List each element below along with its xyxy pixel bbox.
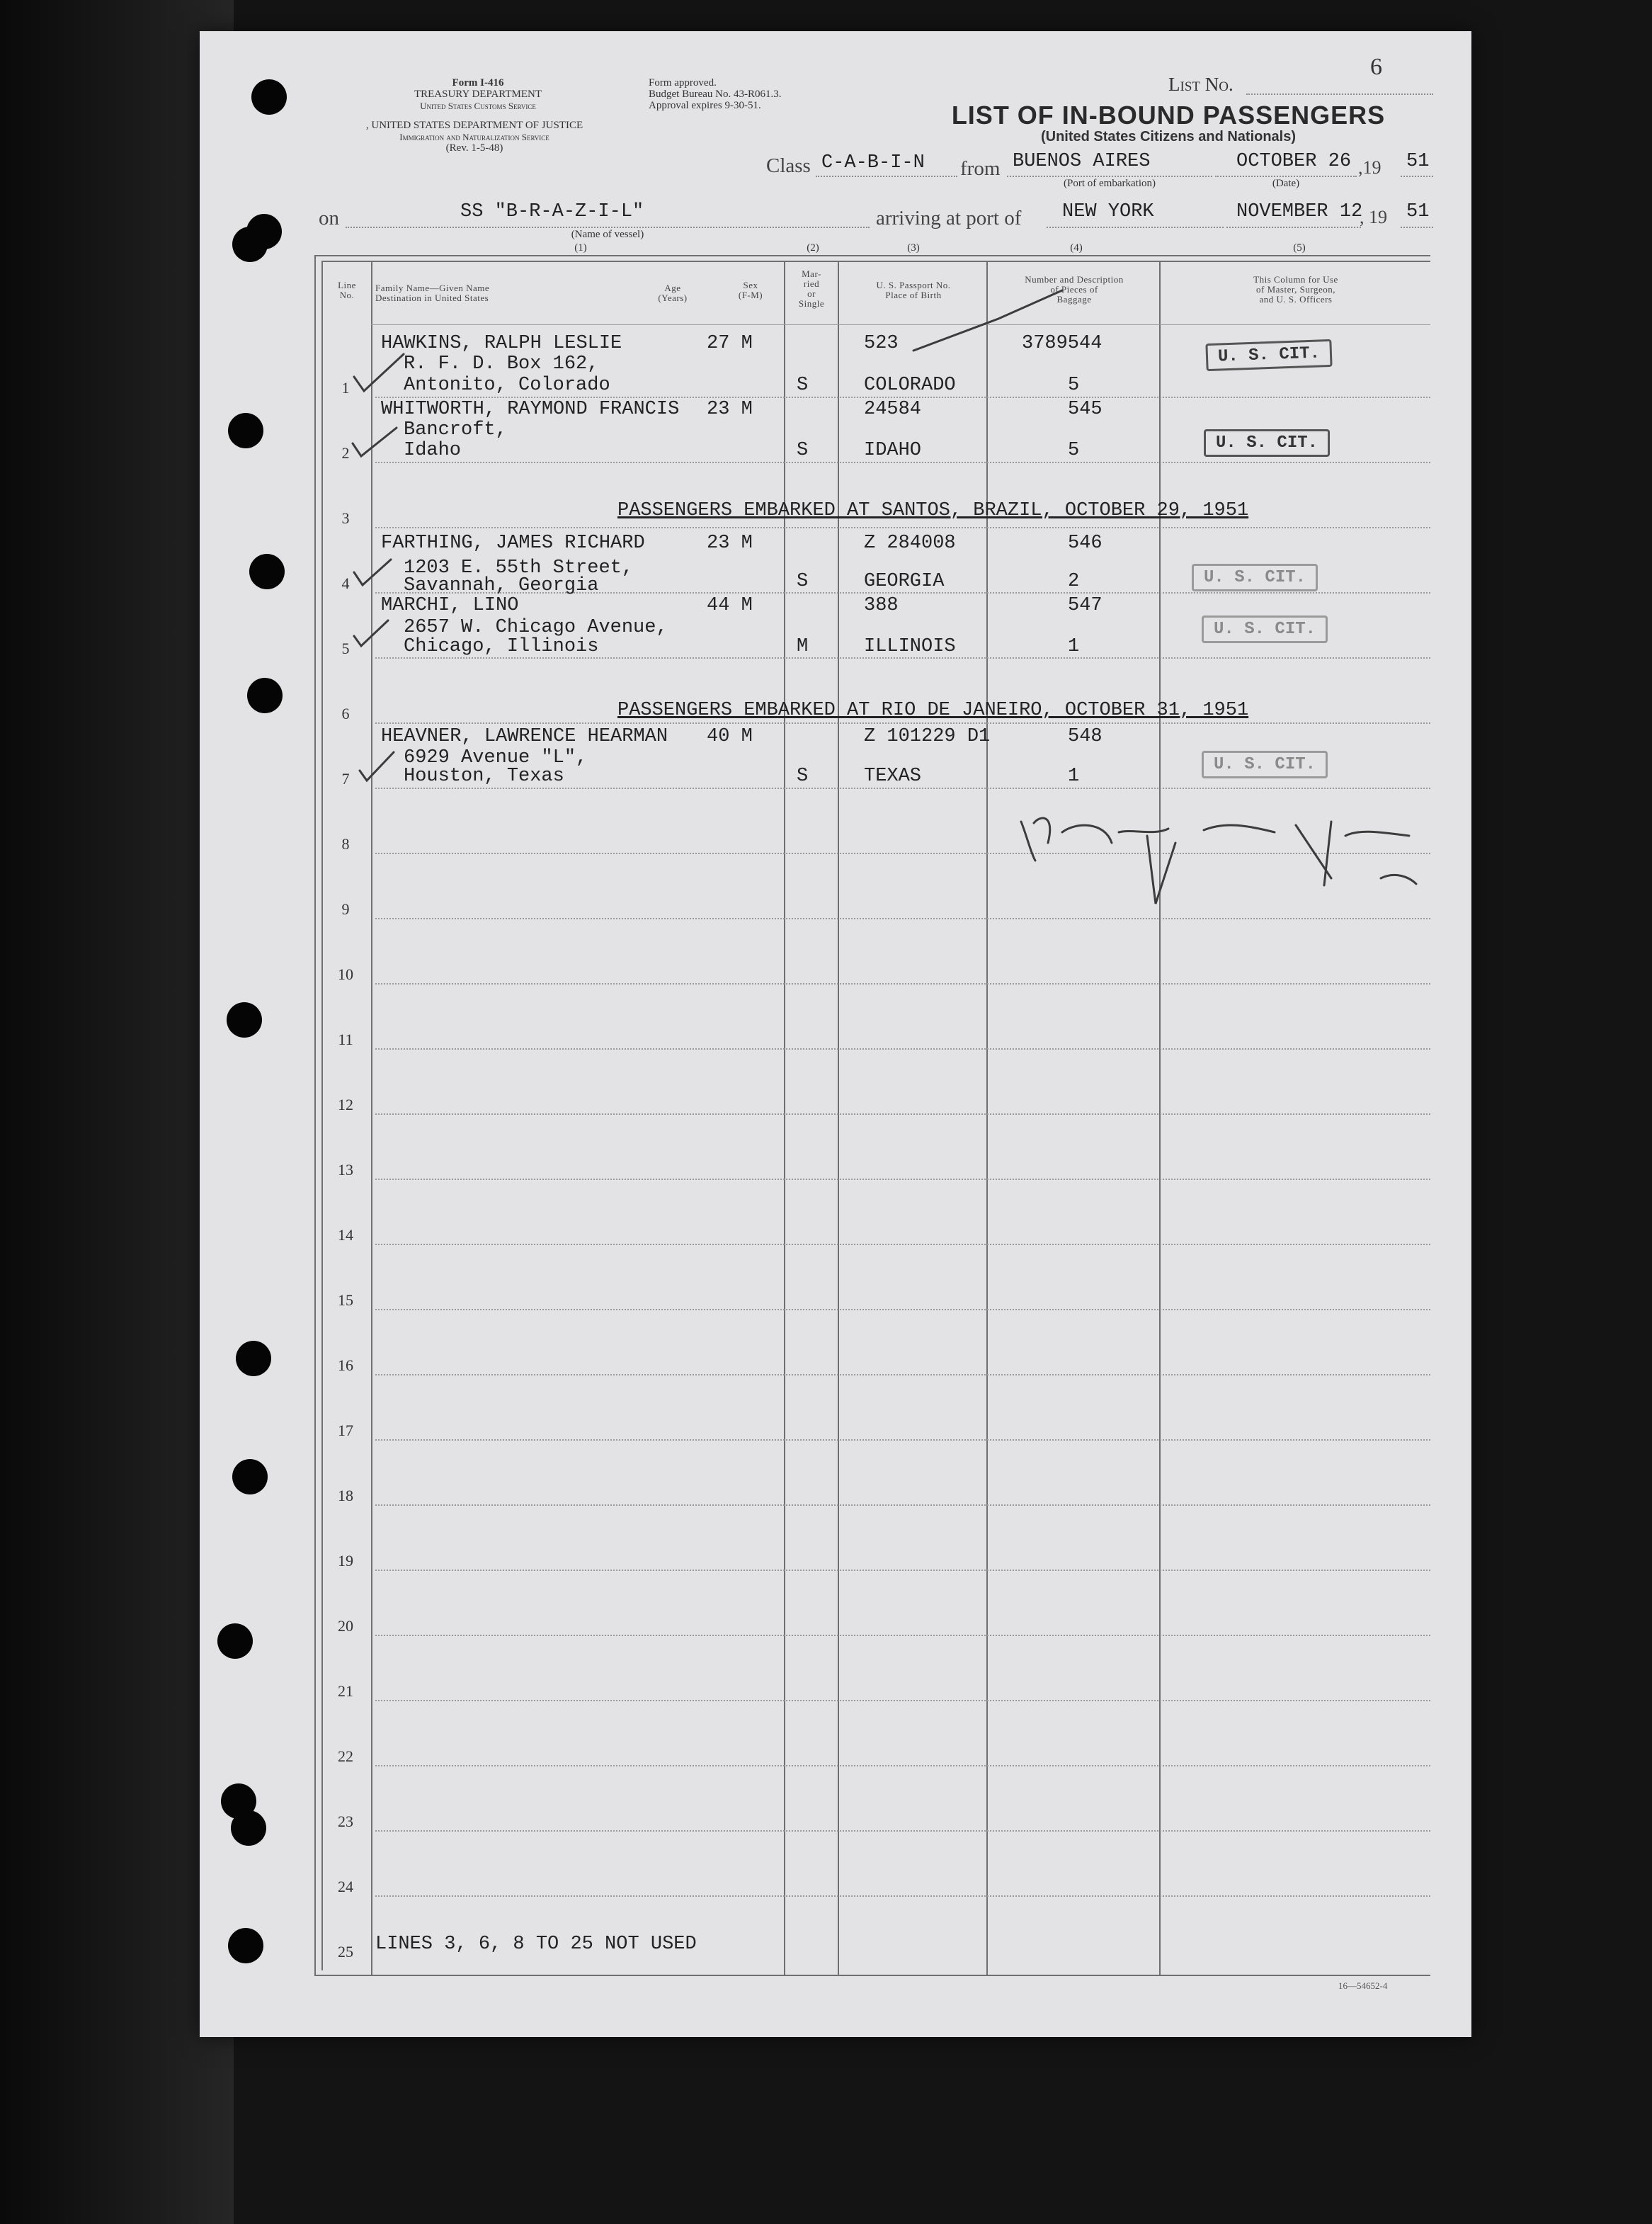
col-num-4: (4) xyxy=(1070,242,1083,254)
date-line xyxy=(1215,176,1357,177)
table-bottom-border xyxy=(314,1975,1430,1976)
address-line: Houston, Texas xyxy=(404,766,564,787)
form-subtitle: (United States Citizens and Nationals) xyxy=(1040,129,1297,144)
baggage-number: 3789544 xyxy=(1022,333,1103,354)
embarkation-date: OCTOBER 26 xyxy=(1236,151,1352,172)
baggage-pieces: 2 xyxy=(1068,571,1080,592)
on-label: on xyxy=(319,207,339,229)
citizen-stamp: U. S. CIT. xyxy=(1204,429,1330,457)
age-sex: 23 M xyxy=(707,533,753,554)
line-number: 1 xyxy=(341,379,350,397)
punch-hole xyxy=(232,227,268,262)
address-line: R. F. D. Box 162, xyxy=(404,353,599,375)
line-number: 25 xyxy=(338,1943,353,1961)
section-heading-rio: PASSENGERS EMBARKED AT RIO DE JANEIRO, OCTOBER 31, 1951 xyxy=(617,700,1249,721)
passenger-name: HEAVNER, LAWRENCE HEARMAN xyxy=(381,726,668,747)
punch-hole xyxy=(227,1002,262,1038)
passport-number: 523 xyxy=(864,333,899,354)
col-num-5: (5) xyxy=(1293,242,1306,254)
year-prefix-2: , 19 xyxy=(1360,207,1387,227)
punch-hole xyxy=(232,1459,268,1494)
header-officers: This Column for Use of Master, Surgeon, and U. S. Officers xyxy=(1253,274,1338,305)
baggage-pieces: 1 xyxy=(1068,766,1080,787)
line-number: 18 xyxy=(338,1487,353,1504)
age-sex: 44 M xyxy=(707,595,753,616)
punch-hole xyxy=(217,1623,253,1659)
header-passport: U. S. Passport No. Place of Birth xyxy=(876,280,951,300)
place-of-birth: COLORADO xyxy=(864,375,956,396)
list-no-label: List No. xyxy=(1168,74,1234,95)
header-married: Mar- ried or Single xyxy=(798,268,825,309)
age-sex: 27 M xyxy=(707,333,753,354)
form-revision: (Rev. 1-5-48) xyxy=(445,142,503,154)
baggage-number: 547 xyxy=(1068,595,1103,616)
place-of-birth: TEXAS xyxy=(864,766,922,787)
justice-dept: , UNITED STATES DEPARTMENT OF JUSTICE xyxy=(365,120,583,131)
line-number: 24 xyxy=(338,1878,353,1895)
form-print-code: 16—54652-4 xyxy=(1338,1980,1388,1991)
col-divider-line-no xyxy=(371,261,372,1975)
col-num-1: (1) xyxy=(574,242,587,254)
header-divider xyxy=(371,324,1430,325)
punch-hole xyxy=(228,1928,263,1963)
marital-status: S xyxy=(797,571,809,592)
citizen-stamp: U. S. CIT. xyxy=(1205,339,1332,371)
ins-service: Immigration and Naturalization Service xyxy=(399,132,549,142)
address-line: 1203 E. 55th Street, xyxy=(404,557,634,579)
passport-number: Z 101229 D1 xyxy=(864,726,991,747)
col-num-3: (3) xyxy=(907,242,920,254)
header-sex: Sex (F-M) xyxy=(738,280,763,300)
address-line: 6929 Avenue "L", xyxy=(404,747,588,768)
line-number: 13 xyxy=(338,1161,353,1179)
passenger-name: FARTHING, JAMES RICHARD xyxy=(381,533,645,554)
vessel-caption: (Name of vessel) xyxy=(571,229,644,240)
line-number: 6 xyxy=(341,705,350,722)
age-sex: 40 M xyxy=(707,726,753,747)
citizen-stamp: U. S. CIT. xyxy=(1202,751,1328,778)
film-background xyxy=(0,0,234,2224)
arrival-year: 51 xyxy=(1406,201,1430,222)
section-heading-santos: PASSENGERS EMBARKED AT SANTOS, BRAZIL, OCTOBER 29, 1951 xyxy=(617,500,1249,521)
baggage-number: 548 xyxy=(1068,726,1103,747)
line-number: 10 xyxy=(338,965,353,983)
line-number: 22 xyxy=(338,1747,353,1765)
port-caption: (Port of embarkation) xyxy=(1064,178,1156,189)
list-no-line xyxy=(1246,93,1433,95)
treasury-dept: TREASURY DEPARTMENT xyxy=(414,89,542,100)
line-number: 12 xyxy=(338,1096,353,1113)
place-of-birth: ILLINOIS xyxy=(864,636,956,657)
passport-number: 24584 xyxy=(864,399,922,420)
line-number: 4 xyxy=(341,574,350,592)
punch-hole xyxy=(249,554,285,589)
manifest-page xyxy=(200,31,1471,2037)
vessel-line xyxy=(346,227,870,228)
table-left-border-inner xyxy=(321,261,323,1970)
arrival-port-line xyxy=(1047,227,1224,228)
marital-status: M xyxy=(797,636,809,657)
line-number: 5 xyxy=(341,640,350,657)
baggage-number: 546 xyxy=(1068,533,1103,554)
table-left-border xyxy=(314,255,316,1976)
passenger-name: MARCHI, LINO xyxy=(381,595,519,616)
baggage-pieces: 5 xyxy=(1068,440,1080,461)
vessel-name: SS "B-R-A-Z-I-L" xyxy=(460,201,644,222)
place-of-birth: GEORGIA xyxy=(864,571,945,592)
arrival-port: NEW YORK xyxy=(1062,201,1154,222)
punch-hole xyxy=(247,678,283,713)
baggage-pieces: 5 xyxy=(1068,375,1080,396)
citizen-stamp: U. S. CIT. xyxy=(1202,615,1328,643)
line-number: 21 xyxy=(338,1682,353,1700)
age-sex: 23 M xyxy=(707,399,753,420)
arrival-date-line xyxy=(1226,227,1361,228)
page-number: 6 xyxy=(1370,54,1382,80)
line-number: 19 xyxy=(338,1552,353,1570)
arrival-year-line xyxy=(1401,227,1433,228)
port-line xyxy=(1007,176,1212,177)
col-num-2: (2) xyxy=(807,242,819,254)
arrival-date: NOVEMBER 12 xyxy=(1236,201,1363,222)
line-number: 7 xyxy=(341,770,350,788)
header-line-no: Line No. xyxy=(338,280,356,300)
approval-line-1: Form approved. xyxy=(649,77,717,89)
line-number: 8 xyxy=(341,835,350,853)
citizen-stamp: U. S. CIT. xyxy=(1192,564,1318,591)
line-number: 17 xyxy=(338,1422,353,1439)
baggage-pieces: 1 xyxy=(1068,636,1080,657)
punch-hole xyxy=(228,413,263,448)
line-number: 3 xyxy=(341,509,350,527)
line-number: 9 xyxy=(341,900,350,918)
punch-hole xyxy=(251,79,287,115)
baggage-number: 545 xyxy=(1068,399,1103,420)
marital-status: S xyxy=(797,766,809,787)
address-line: Chicago, Illinois xyxy=(404,636,599,657)
passenger-name: WHITWORTH, RAYMOND FRANCIS xyxy=(381,399,680,420)
address-line: 2657 W. Chicago Avenue, xyxy=(404,617,668,638)
from-label: from xyxy=(960,157,1001,180)
address-line: Idaho xyxy=(404,440,462,461)
punch-hole xyxy=(236,1341,271,1376)
address-line: Bancroft, xyxy=(404,419,507,441)
unused-lines-note: LINES 3, 6, 8 TO 25 NOT USED xyxy=(375,1934,697,1955)
header-baggage: Number and Description of Pieces of Baggage xyxy=(1025,274,1124,305)
header-name: Family Name—Given Name Destination in United States xyxy=(375,283,490,303)
passenger-name: HAWKINS, RALPH LESLIE xyxy=(381,333,622,354)
line-number: 2 xyxy=(341,444,350,462)
line-number: 20 xyxy=(338,1617,353,1635)
year-prefix: ,19 xyxy=(1358,157,1382,178)
form-title: LIST OF IN-BOUND PASSENGERS xyxy=(951,101,1386,130)
line-number: 23 xyxy=(338,1812,353,1830)
date-caption: (Date) xyxy=(1272,178,1300,189)
arriving-label: arriving at port of xyxy=(876,207,1022,229)
punch-hole xyxy=(231,1810,266,1846)
line-number: 11 xyxy=(338,1031,353,1048)
passport-number: Z 284008 xyxy=(864,533,956,554)
year-line xyxy=(1401,176,1433,177)
line-number: 16 xyxy=(338,1356,353,1374)
customs-service: United States Customs Service xyxy=(420,101,536,111)
marital-status: S xyxy=(797,440,809,461)
approval-line-2: Budget Bureau No. 43-R061.3. xyxy=(649,89,782,100)
line-number: 14 xyxy=(338,1226,353,1244)
class-line xyxy=(816,176,957,177)
embarkation-year: 51 xyxy=(1406,151,1430,172)
passport-number: 388 xyxy=(864,595,899,616)
form-number: Form I-416 xyxy=(452,77,504,89)
marital-status: S xyxy=(797,375,809,396)
class-value: C-A-B-I-N xyxy=(821,152,925,174)
table-top-border xyxy=(314,255,1430,256)
address-line: Antonito, Colorado xyxy=(404,375,610,396)
table-top-border-inner xyxy=(321,261,1430,262)
address-line: Savannah, Georgia xyxy=(404,575,599,596)
class-label: Class xyxy=(766,154,811,177)
header-age: Age (Years) xyxy=(658,283,688,303)
line-number: 15 xyxy=(338,1291,353,1309)
place-of-birth: IDAHO xyxy=(864,440,922,461)
port-of-embarkation: BUENOS AIRES xyxy=(1013,151,1151,172)
approval-line-3: Approval expires 9-30-51. xyxy=(649,100,761,111)
